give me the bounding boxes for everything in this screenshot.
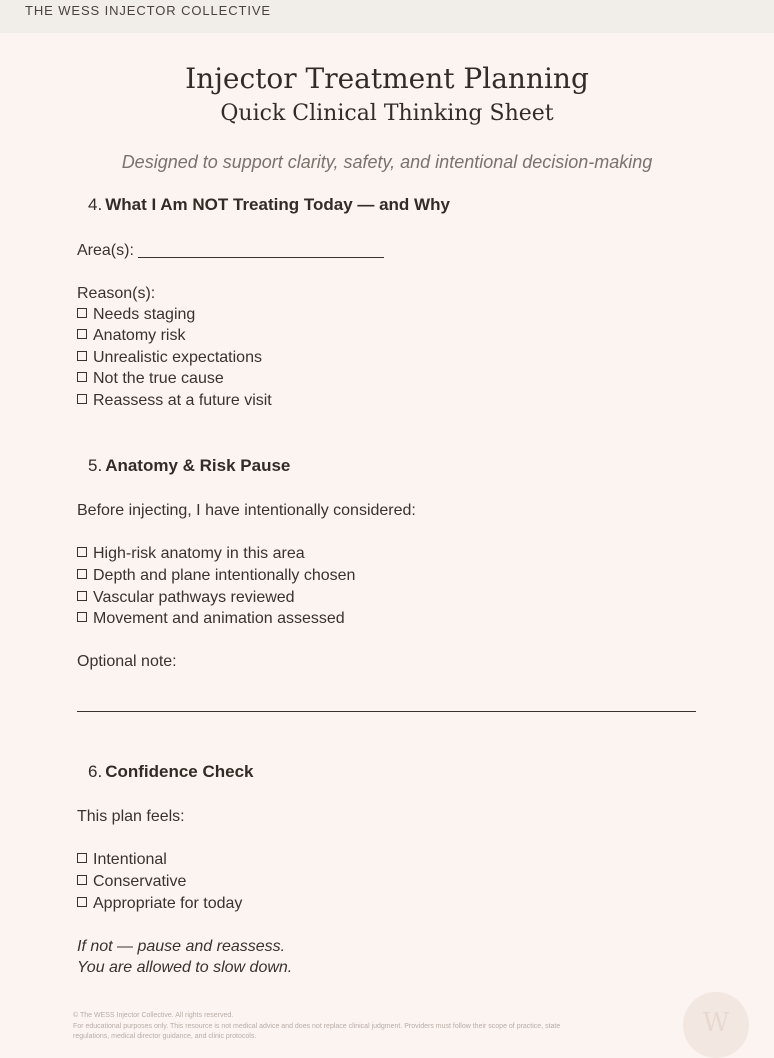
section-6-intro: This plan feels: — [77, 808, 185, 825]
brand-name: THE WESS INJECTOR COLLECTIVE — [25, 3, 271, 18]
anatomy-option — [77, 545, 305, 563]
checkbox-icon — [77, 875, 87, 885]
footer-logo — [683, 992, 749, 1058]
checkbox-icon — [77, 591, 87, 601]
area-label: Area(s): — [77, 242, 134, 259]
section-6-heading — [88, 762, 254, 782]
optional-note-label: Optional note: — [77, 653, 177, 670]
closing-line-1: If not — pause and reassess. — [77, 938, 286, 955]
section-4-title: What I Am NOT Treating Today — and Why — [105, 195, 450, 214]
area-field — [77, 242, 384, 260]
checkbox-icon — [77, 308, 87, 318]
option-label: Reassess at a future visit — [93, 392, 272, 409]
anatomy-option — [77, 567, 355, 585]
section-4-number: 4. — [88, 195, 103, 214]
checkbox-icon — [77, 547, 87, 557]
reason-option — [77, 306, 195, 324]
section-5-intro: Before injecting, I have intentionally considered: — [77, 502, 416, 519]
reason-option — [77, 370, 224, 388]
anatomy-option — [77, 589, 295, 607]
checkbox-icon — [77, 897, 87, 907]
checkbox-icon — [77, 372, 87, 382]
confidence-option — [77, 851, 167, 869]
option-label: Movement and animation assessed — [93, 610, 345, 627]
option-label: Unrealistic expectations — [93, 349, 262, 366]
tagline: Designed to support clarity, safety, and intentional decision-making — [121, 152, 653, 172]
option-label: Anatomy risk — [93, 327, 186, 344]
checkbox-icon — [77, 612, 87, 622]
section-5-title: Anatomy & Risk Pause — [105, 456, 291, 475]
option-label: Depth and plane intentionally chosen — [93, 567, 356, 584]
page-title: Injector Treatment Planning — [185, 62, 589, 95]
checkbox-icon — [77, 351, 87, 361]
checkbox-icon — [77, 394, 87, 404]
checkbox-icon — [77, 569, 87, 579]
reason-option — [77, 327, 185, 345]
option-label: Appropriate for today — [93, 895, 243, 912]
top-bar — [0, 0, 774, 33]
section-4-heading — [88, 195, 450, 215]
section-5-number: 5. — [88, 456, 103, 475]
reason-option — [77, 392, 272, 410]
confidence-option — [77, 895, 242, 913]
anatomy-option — [77, 610, 345, 628]
section-6-number: 6. — [88, 762, 103, 781]
footer-disclaimer-1: For educational purposes only. This resource is not medical advice and does not replace clinical judgment. Providers must follow their scope of practice, state — [73, 1023, 561, 1030]
option-label: Vascular pathways reviewed — [93, 589, 295, 606]
option-label: High-risk anatomy in this area — [93, 545, 305, 562]
closing-line-2: You are allowed to slow down. — [77, 959, 293, 976]
section-6-title: Confidence Check — [105, 762, 254, 781]
footer-copyright: © The WESS Injector Collective. All rights reserved. — [73, 1012, 234, 1019]
footer-disclaimer-2: regulations, medical director guidance, and clinic protocols. — [73, 1033, 257, 1040]
option-label: Not the true cause — [93, 370, 224, 387]
footer-logo-letter: W — [702, 1008, 730, 1038]
optional-note-line — [77, 711, 696, 712]
option-label: Conservative — [93, 873, 187, 890]
checkbox-icon — [77, 853, 87, 863]
option-label: Intentional — [93, 851, 167, 868]
reason-option — [77, 349, 262, 367]
reasons-label: Reason(s): — [77, 285, 156, 302]
area-blank-line — [138, 257, 384, 258]
option-label: Needs staging — [93, 306, 196, 323]
section-5-heading — [88, 456, 290, 476]
page-subtitle: Quick Clinical Thinking Sheet — [220, 101, 554, 126]
confidence-option — [77, 873, 186, 891]
checkbox-icon — [77, 329, 87, 339]
